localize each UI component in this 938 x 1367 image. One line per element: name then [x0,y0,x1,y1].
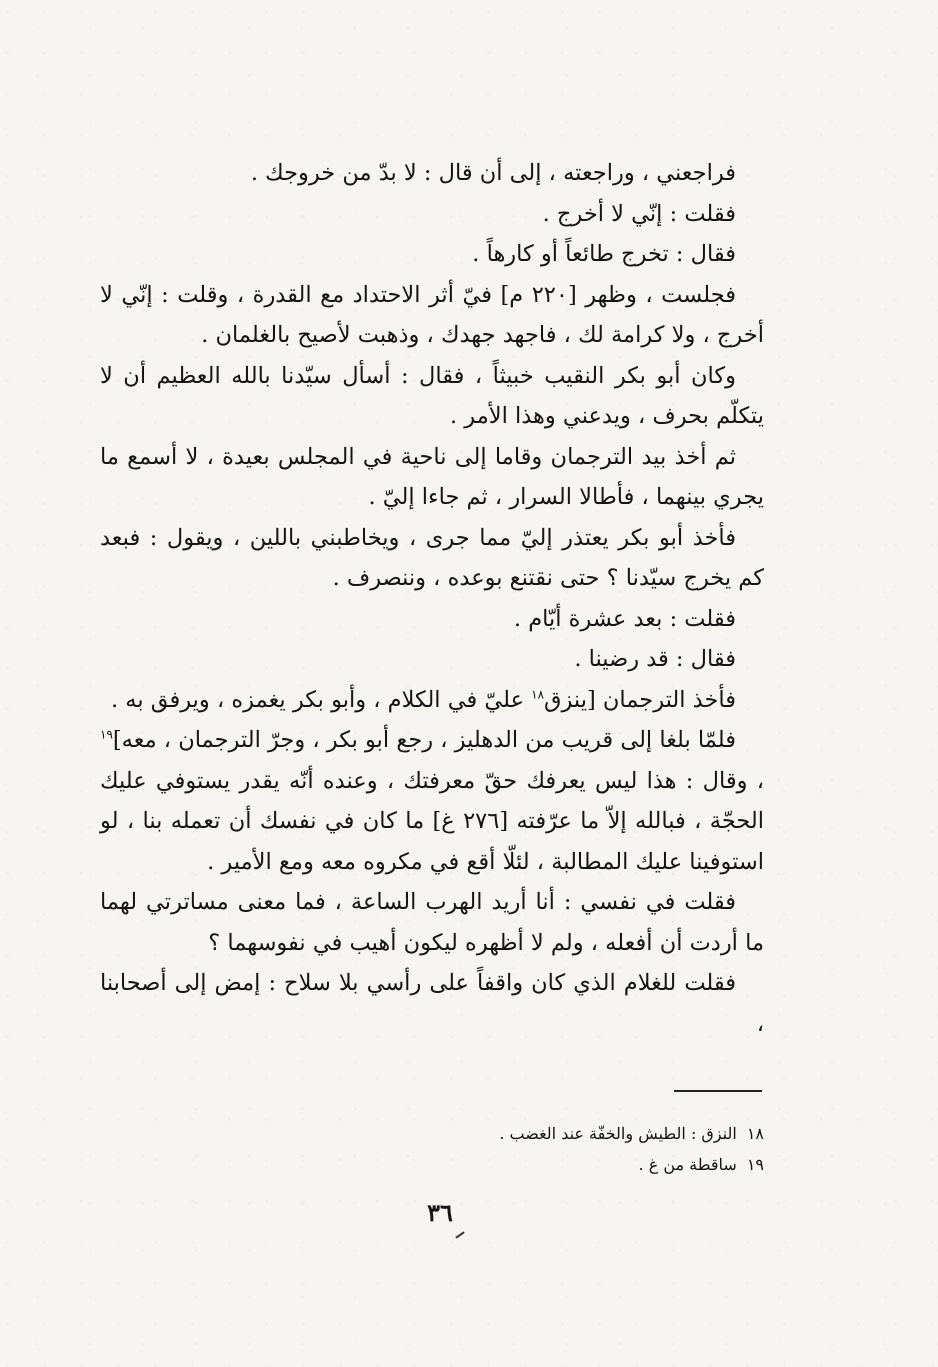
paragraph-4: فجلست ، وظهر [٢٢٠ م] فيّ أثر الاحتداد مع القدرة ، وقلت : إنّي لا أخرج ، ولا كرامة لك ، فاجهد جهدك ، وذهبت لأصيح بالغلمان . [100,281,764,348]
paragraph-5: وكان أبو بكر النقيب خبيثاً ، فقال : أسأل سيّدنا بالله العظيم أن لا يتكلّم بحرف ، ويدعني وهذا الأمر . [100,362,764,429]
paragraph-1: فراجعني ، وراجعته ، إلى أن قال : لا بدّ من خروجك . [250,160,736,186]
footnote-ref-18[interactable]: ١٨ [531,687,545,701]
paragraph-11 [100,720,764,882]
paragraph-10-text-b: عليّ في الكلام ، وأبو بكر يغمزه ، ويرفق به . [110,686,532,713]
paragraph-7: فأخذ أبو بكر يعتذر إليّ مما جرى ، ويخاطبني باللين ، ويقول : فبعد كم يخرج سيّدنا ؟ حتى نقتنع بوعده ، وننصرف . [100,524,764,591]
footnotes [244,1118,764,1180]
footnote-18 [244,1118,764,1149]
footnote-text: النزق : الطيش والخفّة عند الغضب . [499,1124,737,1143]
body-text [100,153,764,1044]
paragraph-11-text-b: ، وقال : هذا ليس يعرفك حقّ معرفتك ، وعنده أنّه يقدر يستوفي عليك الحجّة ، فبالله إلاّ ما عرّفته [٢٧٦ غ] ما كان في نفسك أن تعمله بنا ، لو استوفينا عليك المطالبة ، لئلّا أقع في مكروه معه ومع الأمير . [100,767,764,875]
paragraph-3: فقال : تخرج طائعاً أو كارهاً . [472,241,736,267]
footnote-number: ١٨ [746,1124,764,1143]
paragraph-10 [100,680,764,721]
paragraph-10-text-a: فأخذ الترجمان [ينزق [544,686,736,713]
paragraph-13: فقلت للغلام الذي كان واقفاً على رأسي بلا سلاح : إمض إلى أصحابنا ، [100,970,764,1037]
paragraph-2: فقلت : إنّي لا أخرج . [542,200,736,227]
paragraph-11-text-a: فلمّا بلغا إلى قريب من الدهليز ، رجع أبو بكر ، وجرّ الترجمان ، معه] [112,727,736,753]
footnote-divider [674,1090,762,1092]
paragraph-6: ثم أخذ بيد الترجمان وقاما إلى ناحية في المجلس بعيدة ، لا أسمع ما يجري بينهما ، فأطالا السرار ، ثم جاءا إليّ . [100,443,764,510]
page-number: ٣٦ [427,1198,453,1227]
stray-pen-mark [455,1231,464,1238]
paragraph-9: فقال : قد رضينا . [574,646,736,672]
footnote-text: ساقطة من غ . [638,1155,737,1174]
footnote-number: ١٩ [746,1155,764,1174]
footnote-ref-19[interactable]: ١٩ [100,727,113,742]
paragraph-8: فقلت : بعد عشرة أيّام . [513,605,736,632]
paragraph-12: فقلت في نفسي : أنا أريد الهرب الساعة ، فما معنى مساترتي لهما ما أردت أن أفعله ، ولم لا أظهره ليكون أهيب في نفوسهما ؟ [100,889,764,956]
footnote-19 [244,1149,764,1180]
